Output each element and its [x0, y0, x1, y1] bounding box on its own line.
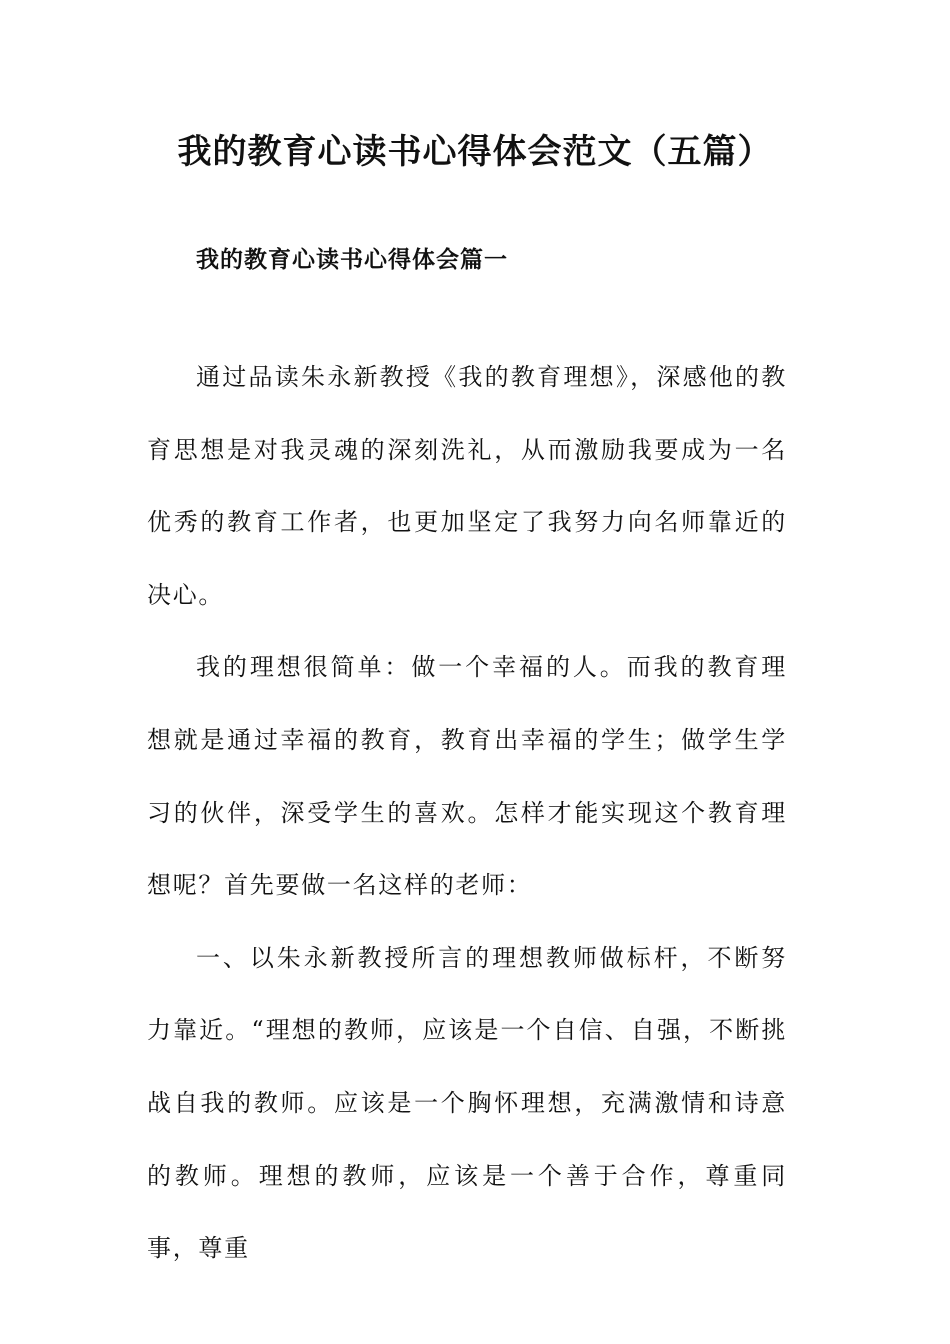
document-title: 我的教育心读书心得体会范文（五篇） — [177, 132, 773, 172]
document-body — [147, 341, 787, 1285]
section-heading: 我的教育心读书心得体会篇一 — [196, 247, 508, 273]
paragraph-3: 一、以朱永新教授所言的理想教师做标杆，不断努力靠近。“理想的教师，应该是一个自信、自强，不断挑战自我的教师。应该是一个胸怀理想，充满激情和诗意的教师。理想的教师，应该是一个善于合作，尊重同事，尊重 — [147, 943, 787, 1263]
paragraph-1: 通过品读朱永新教授《我的教育理想》，深感他的教育思想是对我灵魂的深刻洗礼，从而激励我要成为一名优秀的教育工作者，也更加坚定了我努力向名师靠近的决心。 — [147, 363, 787, 609]
paragraph-2: 我的理想很简单：做一个幸福的人。而我的教育理想就是通过幸福的教育，教育出幸福的学生；做学生学习的伙伴，深受学生的喜欢。怎样才能实现这个教育理想呢？首先要做一名这样的老师： — [147, 653, 787, 900]
